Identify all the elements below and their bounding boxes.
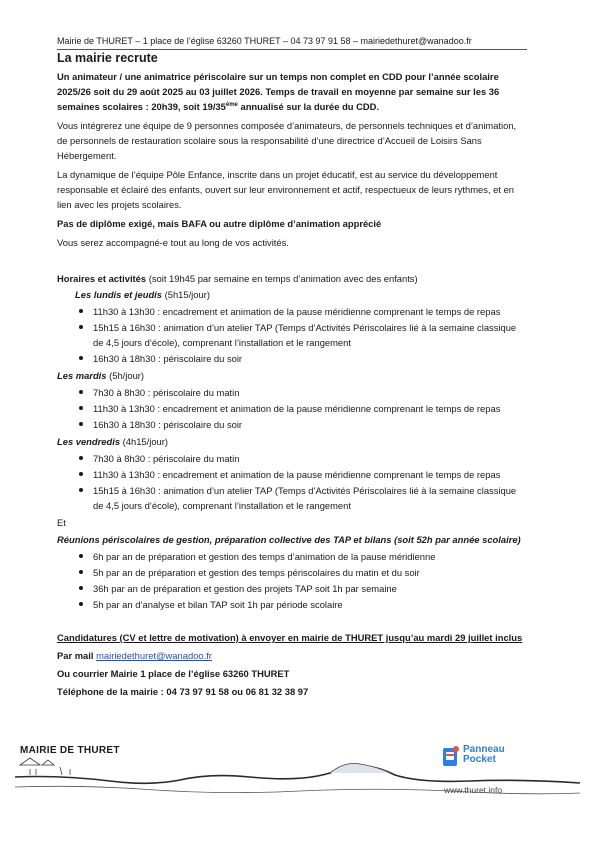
group-heading-lundis-jeudis	[57, 287, 527, 302]
job-summary-text-end: annualisé sur la durée du CDD.	[237, 101, 380, 112]
schedule-heading	[57, 271, 527, 286]
job-summary-text: Un animateur / une animatrice périscolaire sur un temps non complet en CDD pour l’année scolaire 2025/26 soit du 29 août 2025 au 03 juillet 2026. Temps de travail en moyenne par semaine sur les 36 semaines scolaires : 20h39, soit 19/35	[57, 71, 500, 112]
diploma-requirement: Pas de diplôme exigé, mais BAFA ou autre diplôme d’animation apprécié	[57, 218, 382, 229]
website-url: www.thuret.info	[444, 785, 503, 795]
list-item: 5h par an de préparation et gestion des temps périscolaires du matin et du soir	[57, 565, 527, 580]
group-day: Les lundis et jeudis	[75, 289, 162, 300]
et-connector: Et	[57, 517, 66, 528]
list-item: 11h30 à 13h30 : encadrement et animation de la pause méridienne comprenant le temps de repas	[57, 467, 527, 482]
list-item: 7h30 à 8h30 : périscolaire du matin	[57, 451, 527, 466]
email-link[interactable]: mairiedethuret@wanadoo.fr	[96, 650, 212, 661]
page-title: La mairie recrute	[57, 51, 158, 65]
schedule-list-mardis	[57, 385, 527, 432]
list-item: 15h15 à 16h30 : animation d’un atelier TAP (Temps d’Activités Périscolaires lié à la semaine classique de 4,5 jours d’école), comprenant l’installation et le rangement	[57, 320, 527, 350]
accompany-text: Vous serez accompagné-e tout au long de vos activités.	[57, 237, 289, 248]
schedule-heading-bold: Horaires et activités	[57, 273, 147, 284]
pocket-line: Pocket	[463, 754, 496, 765]
group-heading-mardis	[57, 368, 527, 383]
list-item: 16h30 à 18h30 : périscolaire du soir	[57, 417, 527, 432]
group-heading-vendredis	[57, 434, 527, 449]
list-item: 5h par an d’analyse et bilan TAP soit 1h par période scolaire	[57, 597, 527, 612]
group-hours: (4h15/jour)	[120, 436, 169, 447]
schedule-list-lundis-jeudis	[57, 304, 527, 366]
application-post: Ou courrier Mairie 1 place de l’église 63260 THURET	[57, 668, 290, 679]
list-item: 11h30 à 13h30 : encadrement et animation de la pause méridienne comprenant le temps de repas	[57, 401, 527, 416]
panneau-pocket-text	[463, 745, 505, 765]
group-day: Les mardis	[57, 370, 107, 381]
application-deadline: Candidatures (CV et lettre de motivation) à envoyer en mairie de THURET jusqu’au mardi 29 juillet inclus	[57, 632, 523, 643]
schedule-heading-rest: (soit 19h45 par semaine en temps d’animation avec des enfants)	[146, 273, 418, 284]
list-item: 16h30 à 18h30 : périscolaire du soir	[57, 351, 527, 366]
list-item: 6h par an de préparation et gestion des temps d’animation de la pause méridienne	[57, 549, 527, 564]
schedule-list-vendredis	[57, 451, 527, 513]
list-item: 15h15 à 16h30 : animation d’un atelier TAP (Temps d’Activités Périscolaires lié à la semaine classique de 4,5 jours d’école), comprenant l’installation et le rangement	[57, 483, 527, 513]
panneau-line: Panneau	[463, 744, 505, 755]
group-day: Les vendredis	[57, 436, 121, 447]
group-hours: (5h15/jour)	[162, 289, 210, 300]
job-summary-superscript: ème	[225, 101, 238, 108]
application-mail	[57, 648, 527, 663]
group-hours: (5h/jour)	[106, 370, 145, 381]
meetings-heading: Réunions périscolaires de gestion, préparation collective des TAP et bilans (soit 52h par année scolaire)	[57, 534, 521, 545]
job-summary	[57, 69, 527, 114]
list-item: 7h30 à 8h30 : périscolaire du matin	[57, 385, 527, 400]
footer-mairie-name: MAIRIE DE THURET	[20, 745, 120, 756]
list-item: 36h par an de préparation et gestion des projets TAP soit 1h par semaine	[57, 581, 527, 596]
meetings-list	[57, 549, 527, 612]
team-paragraph: Vous intégrerez une équipe de 9 personnes composée d’animateurs, de personnels techniques et d’animation, de personnels de restauration scolaire sous la responsabilité d’une directrice d’Accueil de Loisirs Sans Hébergement.	[57, 120, 517, 161]
application-phone: Téléphone de la mairie : 04 73 97 91 58 ou 06 81 32 38 97	[57, 686, 309, 697]
list-item: 11h30 à 13h30 : encadrement et animation de la pause méridienne comprenant le temps de repas	[57, 304, 527, 319]
mail-label: Par mail	[57, 650, 97, 661]
letterhead: Mairie de THURET – 1 place de l’église 63260 THURET – 04 73 97 91 58 – mairiedethuret@wanadoo.fr	[57, 36, 472, 46]
document-body	[57, 34, 527, 699]
mission-paragraph: La dynamique de l’équipe Pôle Enfance, inscrite dans un projet éducatif, est au service du développement responsable et éclairé des enfants, ouvert sur leur environnement et actif, respectueux de leurs rythmes, et en lien avec les projets scolaires.	[57, 169, 515, 210]
